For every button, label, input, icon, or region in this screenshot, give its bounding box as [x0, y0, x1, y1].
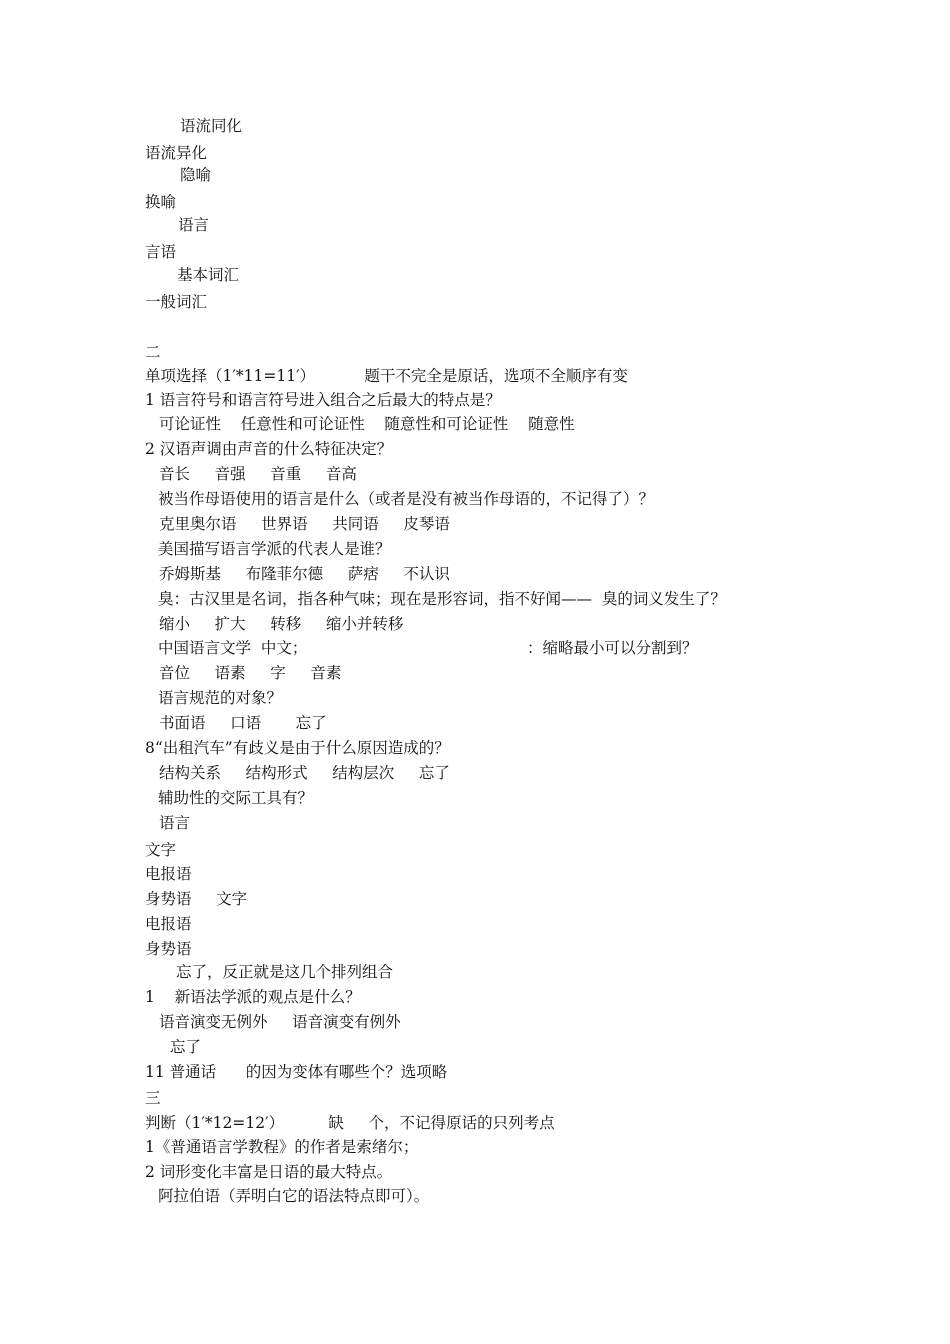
- text-line: 语流同化: [180, 117, 243, 135]
- options: 身势语 文字: [145, 890, 248, 908]
- options: 音位 语素 字 音素: [159, 664, 342, 682]
- options: 书面语 口语 忘了: [159, 714, 327, 732]
- text-line: 隐喻: [180, 166, 212, 184]
- section-title: 单项选择（1′*11=11′） 题干不完全是原话，选项不全顺序有变: [145, 367, 628, 385]
- options: 音长 音强 音重 音高: [159, 465, 357, 483]
- question: 辅助性的交际工具有？: [158, 789, 314, 807]
- options: 结构关系 结构形式 结构层次 忘了: [159, 764, 450, 782]
- question: 阿拉伯语（弄明白它的语法特点即可）。: [158, 1187, 430, 1205]
- text-line: 语流异化: [145, 144, 208, 162]
- section-heading: 二: [145, 343, 161, 361]
- options: 语言: [159, 814, 191, 832]
- question: 8“出租汽车”有歧义是由于什么原因造成的？: [145, 739, 450, 757]
- text-line: 一般词汇: [145, 293, 208, 311]
- note: 忘了，反正就是这几个排列组合: [176, 963, 394, 981]
- question: 1 新语法学派的观点是什么？: [145, 988, 361, 1006]
- question: 被当作母语使用的语言是什么（或者是没有被当作母语的，不记得了）？: [158, 490, 655, 508]
- options: 缩小 扩大 转移 缩小并转移: [159, 615, 404, 633]
- question: 1 语言符号和语言符号进入组合之后最大的特点是？: [145, 391, 501, 409]
- text-line: 言语: [145, 243, 177, 261]
- options: 电报语: [145, 915, 192, 933]
- question: 11 普通话 的因为变体有哪些个？选项略: [145, 1063, 448, 1081]
- question: 语言规范的对象？: [158, 689, 283, 707]
- options: 乔姆斯基 布隆菲尔德 萨痞 不认识: [159, 565, 450, 583]
- options: 文字: [145, 841, 177, 859]
- question: 1《普通语言学教程》的作者是索绪尔；: [145, 1138, 419, 1156]
- question: 2 词形变化丰富是日语的最大特点。: [145, 1163, 393, 1181]
- options: 克里奥尔语 世界语 共同语 皮琴语: [159, 515, 450, 533]
- question: 臭：古汉里是名词，指各种气味；现在是形容词，指不好闻—— 臭的词义发生了？: [158, 590, 726, 608]
- options: 可论证性 任意性和可论证性 随意性和可论证性 随意性: [159, 415, 575, 433]
- section-title: 判断（1′*12=12′） 缺 个，不记得原话的只列考点: [145, 1114, 555, 1132]
- options: 电报语: [145, 865, 192, 883]
- question: 2 汉语声调由声音的什么特征决定？: [145, 440, 393, 458]
- note: 忘了: [170, 1038, 202, 1056]
- text-line: 基本词汇: [177, 266, 240, 284]
- text-line: 换喻: [145, 193, 177, 211]
- section-heading: 三: [145, 1089, 161, 1107]
- text-line: 语言: [178, 216, 210, 234]
- options: 语音演变无例外 语音演变有例外: [159, 1013, 401, 1031]
- options: 身势语: [145, 940, 192, 958]
- question: ：缩略最小可以分割到？: [527, 639, 698, 657]
- question: 中国语言文学 中文；: [158, 639, 308, 657]
- question: 美国描写语言学派的代表人是谁？: [158, 540, 391, 558]
